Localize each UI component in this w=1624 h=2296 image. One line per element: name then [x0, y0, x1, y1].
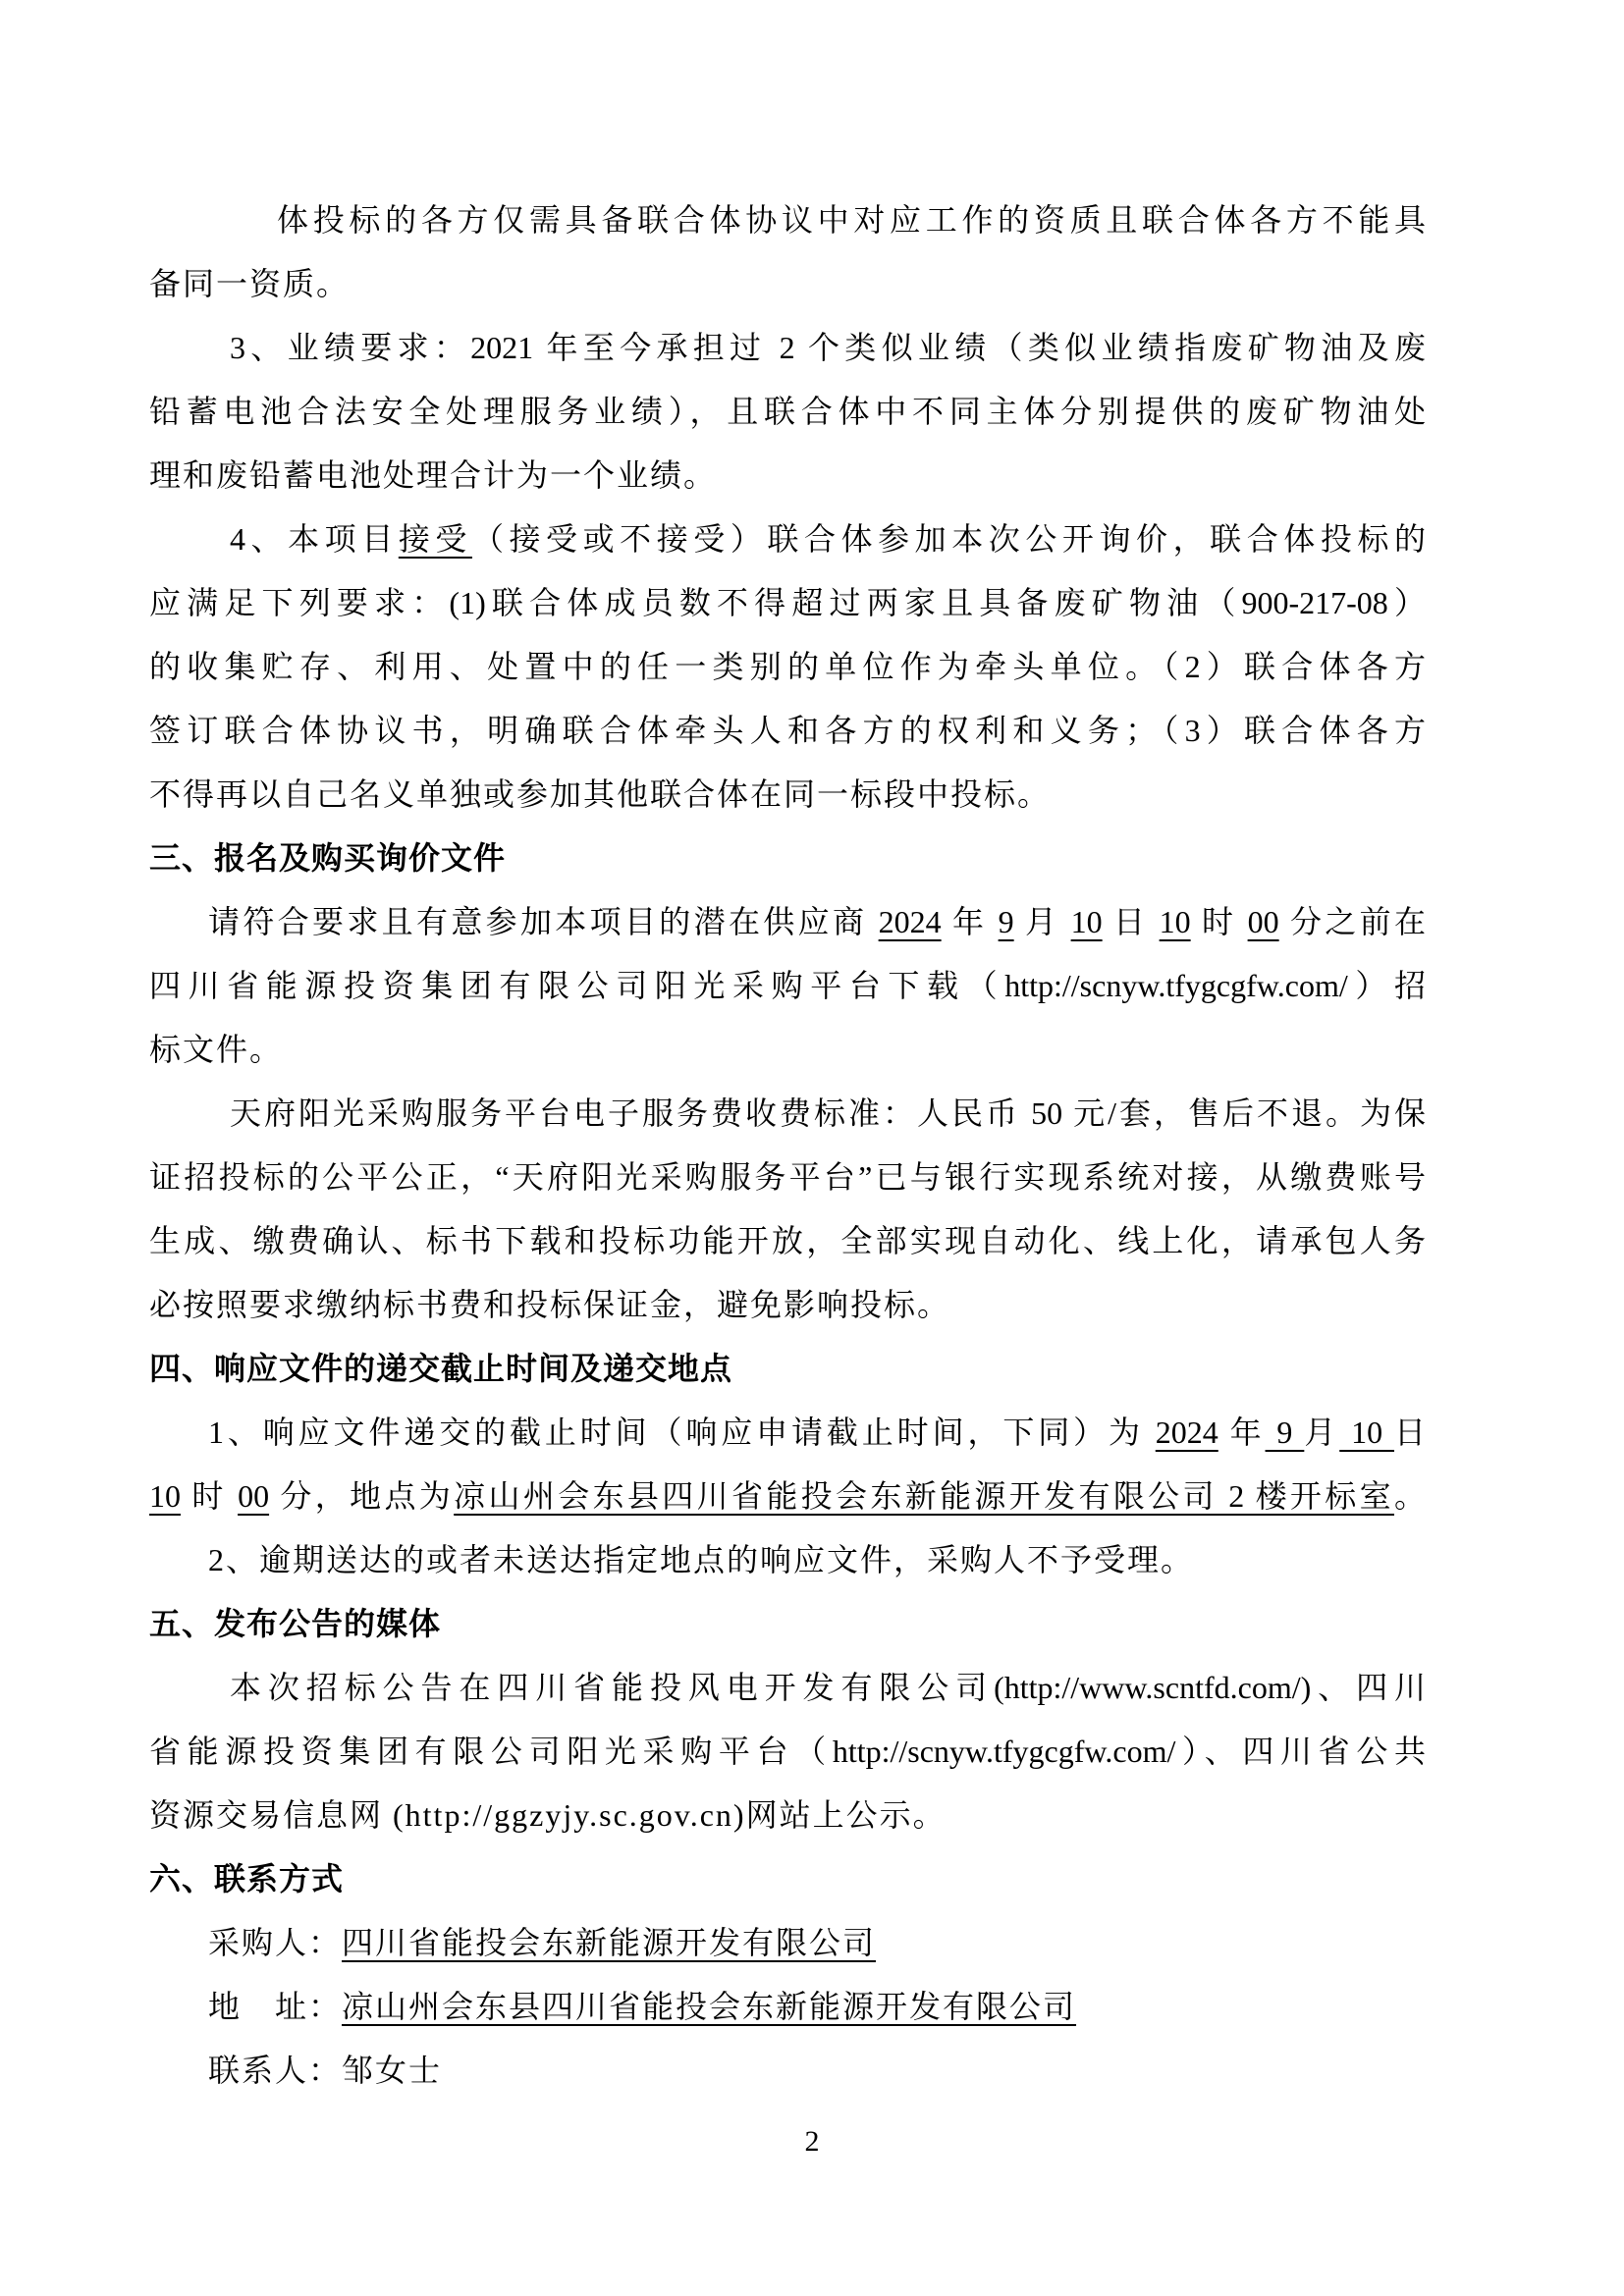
text-segment: 资源交易信息网 (http://ggzyjy.sc.gov.cn)网站上公示。 [149, 1797, 947, 1833]
text-line [149, 316, 1426, 380]
text-segment: 联系人：邹女士 [208, 2053, 443, 2088]
text-line [149, 1656, 1426, 1720]
text-segment: 采购人： [208, 1925, 343, 1960]
text-segment: 日 [1394, 1415, 1426, 1450]
text-line [149, 1528, 1426, 1592]
text-segment: 天府阳光采购服务平台电子服务费收费标准：人民币 50 元/套，售后不退。为保 [230, 1095, 1426, 1131]
text-segment: 五、发布公告的媒体 [149, 1606, 442, 1641]
underlined-text: 四川省能投会东新能源开发有限公司 [342, 1925, 877, 1960]
text-segment: 本次招标公告在四川省能投风电开发有限公司(http://www.scntfd.com/)、四川 [230, 1670, 1426, 1705]
text-line [149, 507, 1426, 571]
text-line [149, 1018, 1426, 1082]
text-segment: 铅蓄电池合法安全处理服务业绩），且联合体中不同主体分别提供的废矿物油处 [149, 394, 1426, 429]
text-segment: 应满足下列要求：(1)联合体成员数不得超过两家且具备废矿物油（900-217-08） [149, 585, 1426, 620]
text-segment: 理和废铅蓄电池处理合计为一个业绩。 [149, 457, 718, 493]
underlined-text: 00 [238, 1478, 270, 1514]
text-segment: 必按照要求缴纳标书费和投标保证金，避免影响投标。 [149, 1287, 951, 1322]
text-line [149, 1209, 1426, 1273]
text-segment: 月 [1304, 1415, 1340, 1450]
text-line [149, 571, 1426, 635]
underlined-text: 凉山州会东县四川省能投会东新能源开发有限公司 [342, 1989, 1077, 2024]
text-segment: 不得再以自己名义单独或参加其他联合体在同一标段中投标。 [149, 776, 1052, 812]
text-segment: （接受或不接受）联合体参加本次公开询价，联合体投标的 [471, 521, 1426, 557]
text-line [149, 2039, 1426, 2103]
text-line [149, 1465, 1426, 1528]
text-segment: 地 址： [208, 1989, 343, 2024]
underlined-text: 接受 [398, 521, 472, 557]
text-line [149, 1784, 1426, 1847]
underlined-text: 10 [1159, 904, 1191, 939]
text-segment: 2、逾期送达的或者未送达指定地点的响应文件，采购人不予受理。 [208, 1542, 1195, 1577]
section-heading [149, 1847, 1426, 1911]
page-number: 2 [804, 2125, 820, 2158]
text-segment: 时 [1190, 904, 1248, 939]
text-segment: 六、联系方式 [149, 1861, 345, 1896]
text-line [149, 1273, 1426, 1337]
underlined-text: 凉山州会东县四川省能投会东新能源开发有限公司 2 楼开标室 [454, 1478, 1394, 1514]
underlined-text: 10 [1070, 904, 1103, 939]
text-line [149, 1720, 1426, 1784]
text-line [149, 252, 1426, 316]
text-line [149, 1911, 1426, 1975]
text-segment: 标文件。 [149, 1032, 284, 1067]
text-segment: 证招投标的公平公正，“天府阳光采购服务平台”已与银行实现系统对接，从缴费账号 [149, 1159, 1426, 1195]
text-segment: 。 [1393, 1478, 1426, 1514]
text-segment: 四川省能源投资集团有限公司阳光采购平台下载（http://scnyw.tfygcgfw.com/）招 [149, 968, 1426, 1003]
section-heading [149, 1337, 1426, 1401]
text-line [149, 380, 1426, 444]
text-segment: 年 [941, 904, 999, 939]
text-segment: 四、响应文件的递交截止时间及递交地点 [149, 1351, 733, 1386]
text-segment: 分之前在 [1278, 904, 1426, 939]
text-segment: 备同一资质。 [149, 266, 351, 301]
text-line [149, 444, 1426, 507]
text-line [149, 1401, 1426, 1465]
text-line [149, 890, 1426, 954]
text-line [149, 763, 1426, 827]
text-segment: 生成、缴费确认、标书下载和投标功能开放，全部实现自动化、线上化，请承包人务 [149, 1223, 1426, 1258]
text-segment: 3、业绩要求：2021 年至今承担过 2 个类似业绩（类似业绩指废矿物油及废 [230, 330, 1426, 365]
text-line [149, 1146, 1426, 1209]
text-segment: 签订联合体协议书，明确联合体牵头人和各方的权利和义务；（3）联合体各方 [149, 713, 1426, 748]
underlined-text: 9 [1265, 1415, 1305, 1450]
document-body [149, 188, 1426, 2103]
text-segment: 月 [1013, 904, 1071, 939]
text-segment: 省能源投资集团有限公司阳光采购平台（http://scnyw.tfygcgfw.com/）、四川省公共 [149, 1734, 1426, 1769]
underlined-text: 10 [1339, 1415, 1394, 1450]
text-segment: 体投标的各方仅需具备联合体协议中对应工作的资质且联合体各方不能具 [277, 202, 1426, 238]
text-segment: 时 [181, 1478, 239, 1514]
text-segment: 年 [1218, 1415, 1266, 1450]
text-segment: 分，地点为 [269, 1478, 455, 1514]
text-line [149, 188, 1426, 252]
text-line [149, 1082, 1426, 1146]
underlined-text: 00 [1247, 904, 1279, 939]
text-segment: 的收集贮存、利用、处置中的任一类别的单位作为牵头单位。（2）联合体各方 [149, 649, 1426, 684]
text-line [149, 1975, 1426, 2039]
text-segment: 请符合要求且有意参加本项目的潜在供应商 [208, 904, 879, 939]
section-heading [149, 827, 1426, 890]
underlined-text: 10 [149, 1478, 181, 1514]
text-segment: 三、报名及购买询价文件 [149, 840, 507, 876]
text-segment: 日 [1102, 904, 1160, 939]
text-line [149, 635, 1426, 699]
underlined-text: 2024 [1155, 1415, 1218, 1450]
text-line [149, 699, 1426, 763]
section-heading [149, 1592, 1426, 1656]
underlined-text: 9 [998, 904, 1014, 939]
text-line [149, 954, 1426, 1018]
underlined-text: 2024 [878, 904, 942, 939]
text-segment: 1、响应文件递交的截止时间（响应申请截止时间，下同）为 [208, 1415, 1156, 1450]
text-segment: 4、本项目 [230, 521, 399, 557]
